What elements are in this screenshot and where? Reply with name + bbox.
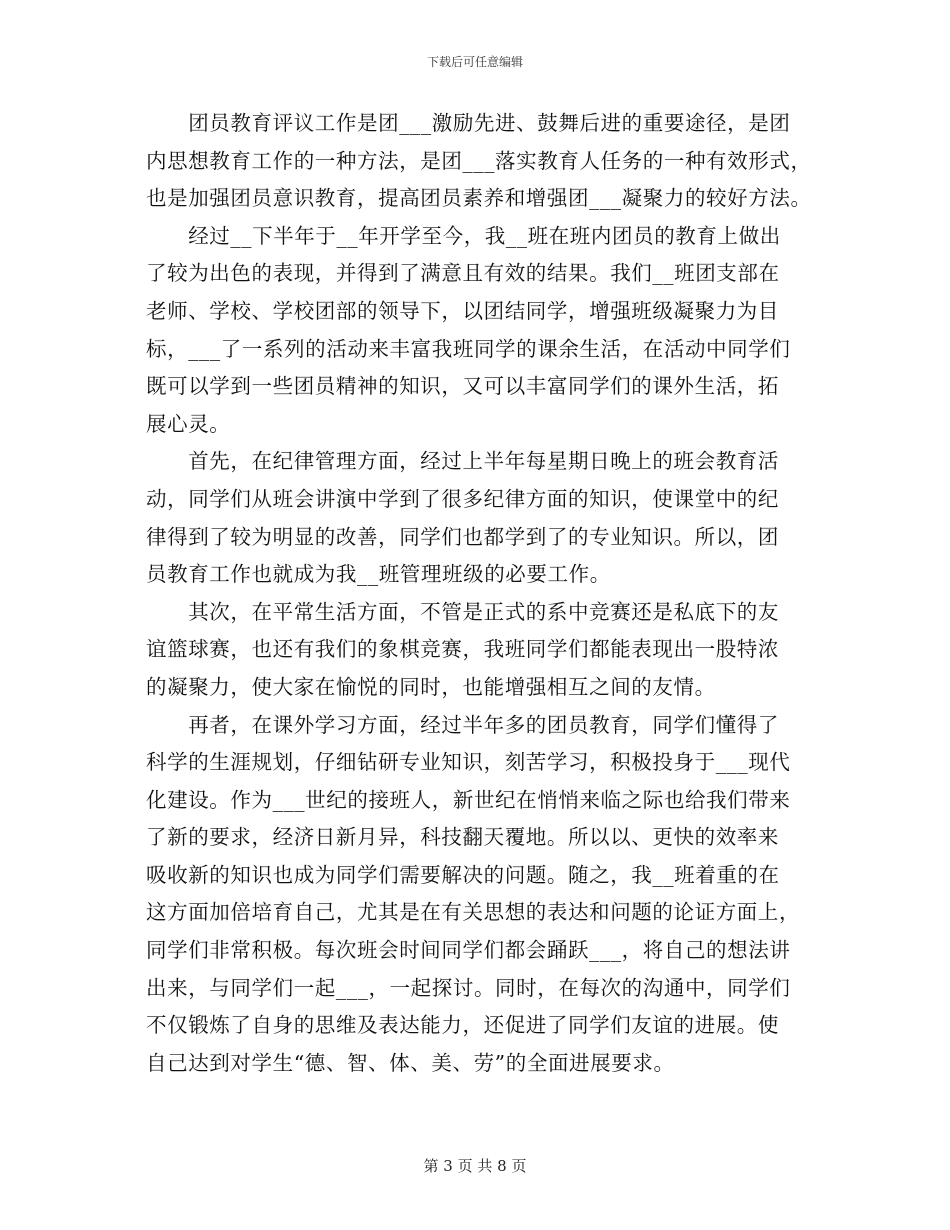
body-line: 展心灵。 bbox=[146, 411, 231, 436]
page-header-note: 下载后可任意编辑 bbox=[426, 55, 523, 69]
body-line: 了新的要求，经济日新月异，科技翻天覆地。所以以、更快的效率来 bbox=[146, 825, 779, 850]
body-line: 动，同学们从班会讲演中学到了很多纪律方面的知识，使课堂中的纪 bbox=[146, 486, 779, 511]
body-line: 再者，在课外学习方面，经过半年多的团员教育，同学们懂得了 bbox=[146, 712, 779, 737]
body-line: 不仅锻炼了自身的思维及表达能力，还促进了同学们友谊的进展。使 bbox=[146, 1013, 779, 1038]
body-line: 谊篮球赛，也还有我们的象棋竞赛，我班同学们都能表现出一股特浓 bbox=[146, 637, 779, 662]
body-line: 团员教育评议工作是团___激励先进、鼓舞后进的重要途径，是团 bbox=[146, 111, 791, 135]
body-line: 化建设。作为___世纪的接班人，新世纪在悄悄来临之际也给我们带来 bbox=[146, 787, 791, 812]
body-line: 员教育工作也就成为我__班管理班级的必要工作。 bbox=[146, 562, 611, 587]
body-line: 这方面加倍培育自己，尤其是在有关思想的表达和问题的论证方面上， bbox=[146, 900, 801, 925]
body-line: 出来，与同学们一起___，一起探讨。同时，在每次的沟通中，同学们 bbox=[146, 975, 791, 1000]
body-line: 自己达到对学生“德、智、体、美、劳”的全面进展要求。 bbox=[146, 1050, 675, 1075]
body-line: 内思想教育工作的一种方法，是团___落实教育人任务的一种有效形式， bbox=[146, 148, 812, 173]
body-line: 吸收新的知识也成为同学们需要解决的问题。随之，我__班着重的在 bbox=[146, 862, 780, 887]
body-line: 同学们非常积极。每次班会时间同学们都会踊跃___，将自己的想法讲 bbox=[146, 938, 791, 963]
body-line: 科学的生涯规划，仔细钻研专业知识，刻苦学习，积极投身于___现代 bbox=[146, 750, 791, 775]
body-line: 其次，在平常生活方面，不管是正式的系中竞赛还是私底下的友 bbox=[146, 599, 779, 624]
body-line: 标，___了一系列的活动来丰富我班同学的课余生活，在活动中同学们 bbox=[146, 336, 791, 361]
body-line: 律得到了较为明显的改善，同学们也都学到了的专业知识。所以，团 bbox=[146, 524, 779, 549]
body-line: 老师、学校、学校团部的领导下，以团结同学，增强班级凝聚力为目 bbox=[146, 298, 779, 323]
body-line: 经过__下半年于__年开学至今，我__班在班内团员的教育上做出 bbox=[146, 223, 781, 248]
document-body bbox=[146, 105, 818, 1082]
page-number: 第 3 页 共 8 页 bbox=[423, 1157, 527, 1175]
body-line: 的凝聚力，使大家在愉悦的同时，也能增强相互之间的友情。 bbox=[146, 674, 716, 699]
body-line: 了较为出色的表现，并得到了满意且有效的结果。我们__班团支部在 bbox=[146, 261, 780, 286]
body-line: 首先，在纪律管理方面，经过上半年每星期日晚上的班会教育活 bbox=[146, 449, 779, 474]
body-line: 既可以学到一些团员精神的知识，又可以丰富同学们的课外生活，拓 bbox=[146, 374, 779, 399]
body-line: 也是加强团员意识教育，提高团员素养和增强团___凝聚力的较好方法。 bbox=[146, 186, 812, 211]
